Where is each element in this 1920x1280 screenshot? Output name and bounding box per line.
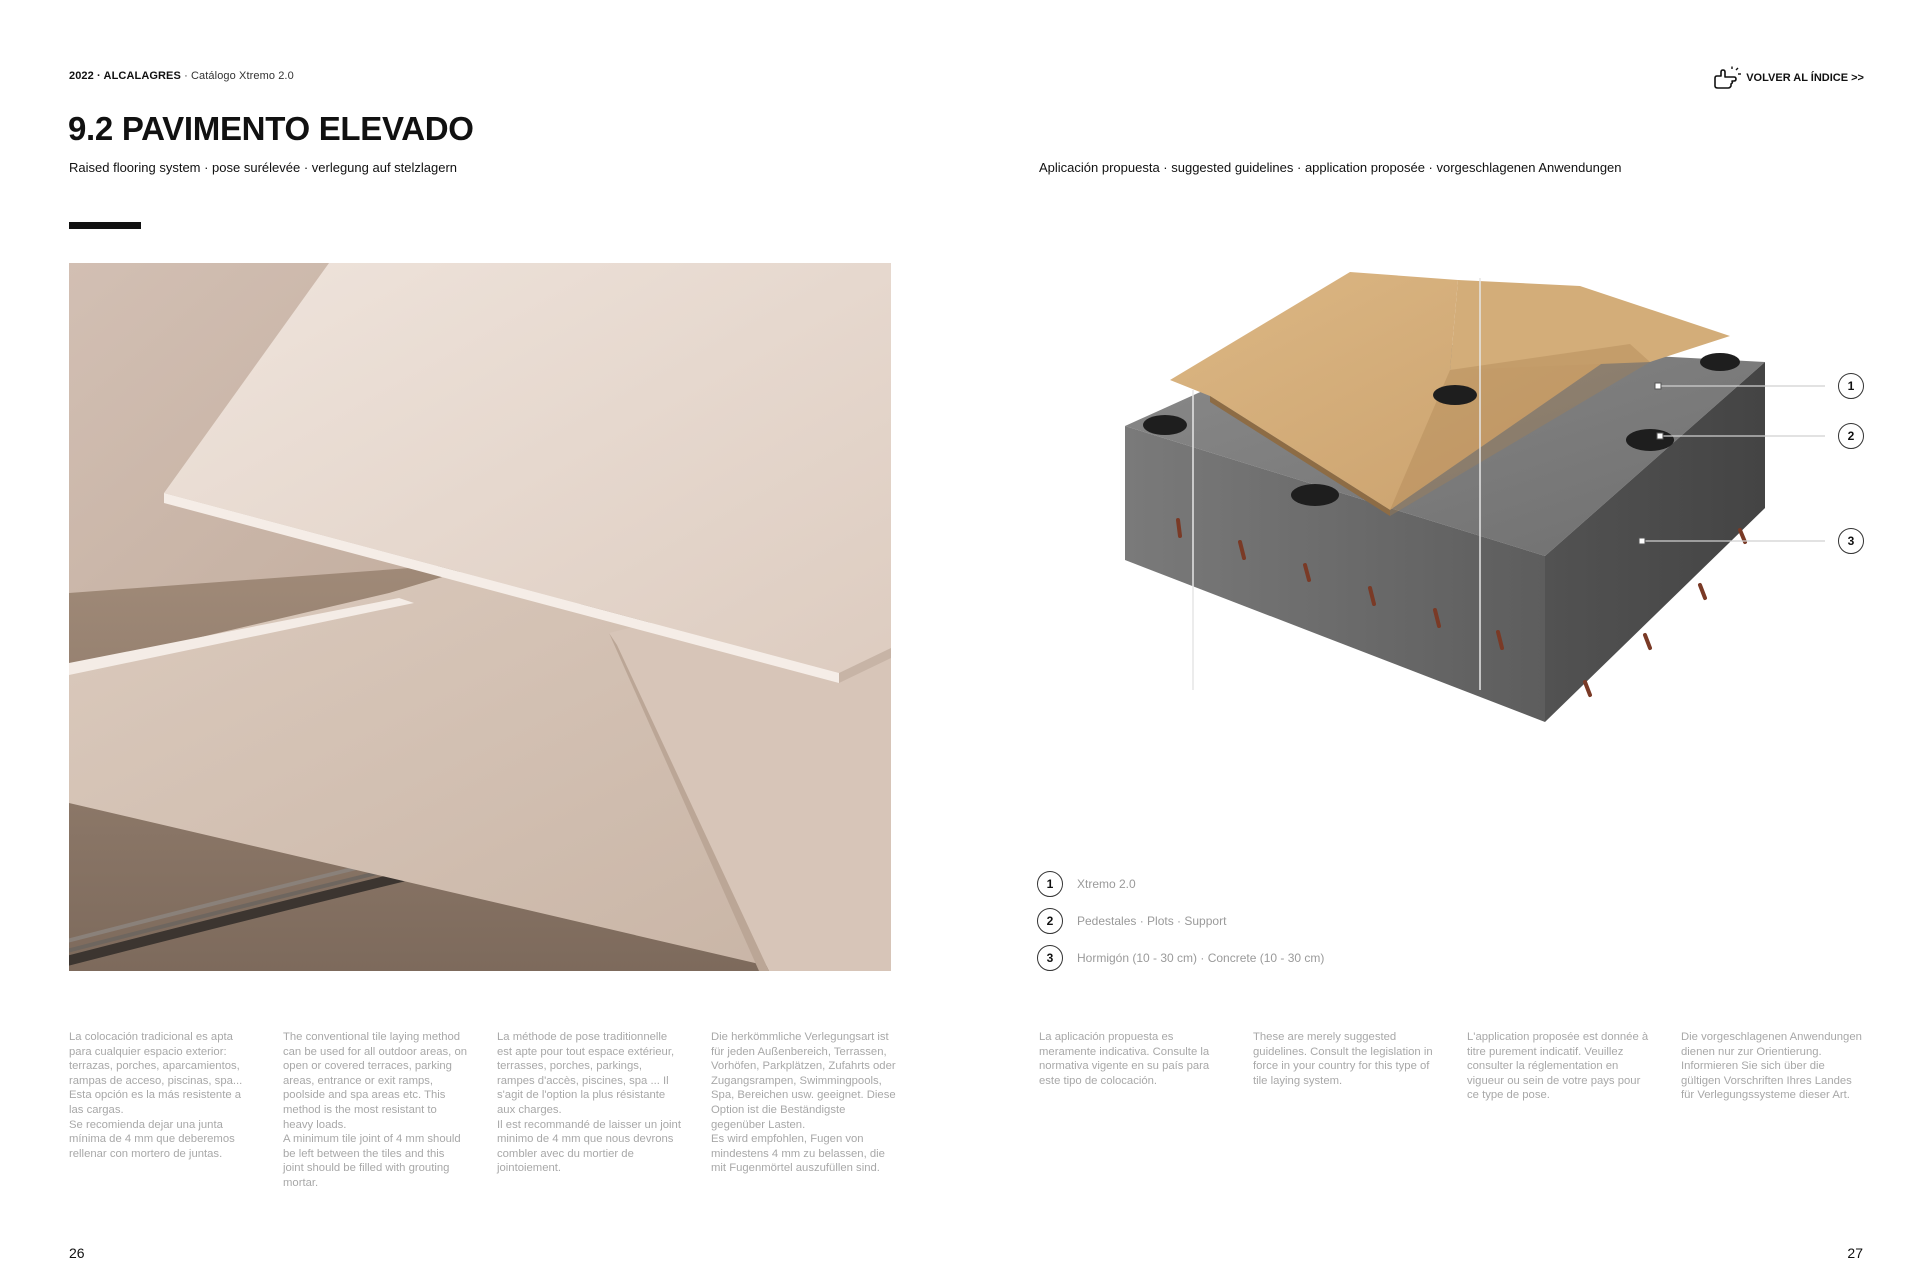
legend-text: Pedestales · Plots · Support (1077, 914, 1227, 928)
page-number-left: 26 (69, 1245, 85, 1261)
back-to-index-link[interactable] (1712, 66, 1864, 90)
raised-floor-photo (69, 263, 891, 971)
text-column-de: Die herkömmliche Verlegungsart ist für jeden Außenbereich, Terrassen, Vorhöfen, Parkplätzen, Zufahrts oder Zugangsrampen, Swimmingpools, Spa, Bereichen usw. geeignet. Diese Option ist die Beständigste gegenüber Lasten. Es wird empfohlen, Fugen von mindestens 4 mm zu belassen, die mit Fugenmörtel auszufüllen sind. (711, 1031, 896, 1175)
title-accent-bar (69, 222, 141, 229)
header-year: 2022 (69, 70, 94, 82)
hand-pointer-icon (1712, 66, 1742, 90)
text-column-en: The conventional tile laying method can be used for all outdoor areas, on open or covered terraces, parking areas, entrance or exit ramps, poolside and spa areas etc. This method is the most resistant to heavy loads. A minimum tile joint of 4 mm should be left between the tiles and this joint should be filled with grouting mortar. (283, 1031, 468, 1189)
legend-item (1037, 944, 1324, 972)
legend-item (1037, 870, 1324, 898)
legend-item (1037, 907, 1324, 935)
catalog-header: 2022 · ALCALAGRES · Catálogo Xtremo 2.0 (69, 70, 294, 82)
text-column-es: La colocación tradicional es apta para cualquier espacio exterior: terrazas, porches, aparcamientos, rampas de acceso, piscinas, spa... Esta opción es la más resistente a las cargas. Se recomienda dejar una junta mínima de 4 mm que deberemos rellenar con mortero de juntas. (69, 1031, 243, 1160)
legend-number: 3 (1037, 945, 1063, 971)
guideline-column-fr: L'application proposée est donnée à titre purement indicatif. Veuillez consulter la réglementation en vigueur ou sein de votre pays pour ce type de pose. (1467, 1031, 1649, 1102)
callout-2: 2 (1838, 423, 1864, 449)
subtitle-application: Aplicación propuesta · suggested guidelines · application proposée · vorgeschlagenen Anwendungen (1039, 160, 1622, 175)
legend-number: 2 (1037, 908, 1063, 934)
legend-text: Hormigón (10 - 30 cm) · Concrete (10 - 30 cm) (1077, 951, 1325, 965)
diagram-legend (1037, 870, 1324, 981)
page-title: 9.2 PAVIMENTO ELEVADO (68, 110, 474, 147)
page-number-right: 27 (1847, 1245, 1863, 1261)
guideline-column-de: Die vorgeschlagenen Anwendungen dienen nur zur Orientierung. Informieren Sie sich über die gültigen Vorschriften Ihres Landes für Verlegungssysteme dieser Art. (1681, 1031, 1862, 1102)
guideline-column-es: La aplicación propuesta es meramente indicativa. Consulte la normativa vigente en su país para este tipo de colocación. (1039, 1031, 1210, 1087)
back-link-label: VOLVER AL ÍNDICE >> (1746, 72, 1864, 84)
guideline-column-en: These are merely suggested guidelines. Consult the legislation in force in your country for this type of tile laying system. (1253, 1031, 1433, 1087)
legend-text: Xtremo 2.0 (1077, 877, 1136, 891)
text-column-fr: La méthode de pose traditionnelle est apte pour tout espace extérieur, terrasses, porches, parkings, rampes d'accès, piscines, spa ... Il s'agit de l'option la plus résistante aux charges. Il est recommandé de laisser un joint minimo de 4 mm que nous devrons combler avec du mortier de jointoiement. (497, 1031, 681, 1175)
legend-number: 1 (1037, 871, 1063, 897)
subtitle-multilingual: Raised flooring system · pose surélevée · verlegung auf stelzlagern (69, 160, 458, 175)
header-catalog: Catálogo Xtremo 2.0 (191, 70, 294, 82)
header-brand: ALCALAGRES (103, 70, 181, 82)
callout-1: 1 (1838, 373, 1864, 399)
callout-3: 3 (1838, 528, 1864, 554)
raised-floor-diagram (1060, 230, 1880, 770)
